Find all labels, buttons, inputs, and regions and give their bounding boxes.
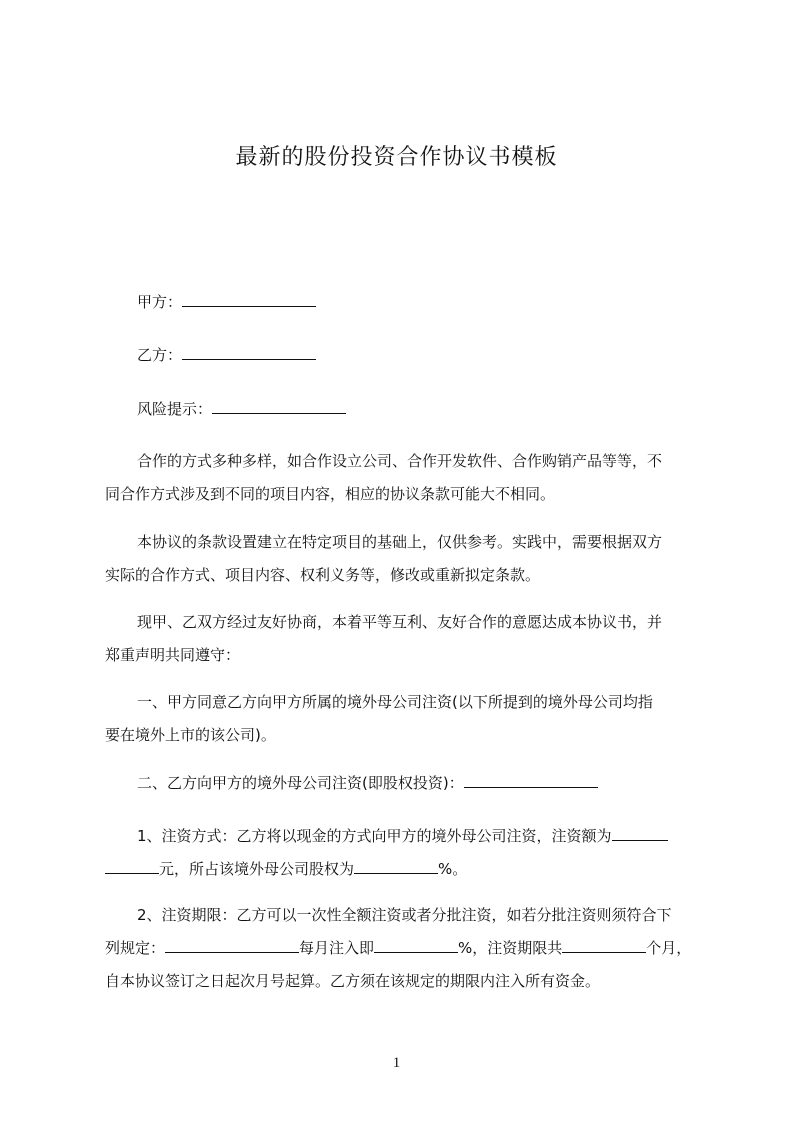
paragraph-line: 现甲、乙双方经过友好协商，本着平等互利、友好合作的意愿达成本协议书，并	[137, 613, 663, 631]
paragraph-line	[105, 853, 705, 886]
clause-one	[105, 686, 705, 752]
paragraph-line	[105, 820, 705, 853]
injection-amount-blank-1	[612, 826, 668, 841]
months-blank	[562, 938, 646, 953]
clause-two	[105, 767, 705, 800]
monthly-injection-blank	[165, 938, 299, 953]
party-b-label: 乙方：	[137, 346, 183, 364]
paragraph-line: 一、甲方同意乙方向甲方所属的境外母公司注资(以下所提到的境外母公司均指	[137, 693, 653, 711]
party-a-field	[137, 291, 316, 313]
risk-label: 风险提示：	[137, 400, 213, 418]
paragraph-line: 要在境外上市的该公司)。	[105, 726, 276, 744]
monthly-percent-blank	[374, 938, 458, 953]
paragraph-line: 自本协议签订之日起次月号起算。乙方须在该规定的期限内注入所有资金。	[105, 972, 601, 990]
paragraph-line: 合作的方式多种多样，如合作设立公司、合作开发软件、合作购销产品等等，不	[137, 452, 663, 470]
clause-two-text: 二、乙方向甲方的境外母公司注资(即股权投资)：	[137, 774, 464, 792]
paragraph-cooperation-forms	[105, 445, 705, 511]
party-a-label: 甲方：	[137, 293, 183, 311]
document-title: 最新的股份投资合作协议书模板	[235, 145, 558, 170]
paragraph-line: 本协议的条款设置建立在特定项目的基础上，仅供参考。实践中，需要根据双方	[137, 533, 663, 551]
risk-field	[137, 398, 346, 420]
period-text: %，注资期限共	[458, 939, 563, 957]
paragraph-line: 2、注资期限：乙方可以一次性全额注资或者分批注资，如若分批注资则须符合下	[137, 906, 672, 924]
injection-amount-blank-2	[105, 859, 159, 874]
page-number: 1	[392, 1055, 401, 1071]
paragraph-agreement-intro	[105, 606, 705, 672]
equity-percent-blank	[354, 859, 438, 874]
injection-method-text: 1、注资方式：乙方将以现金的方式向甲方的境外母公司注资，注资额为	[137, 827, 612, 845]
equity-investment-blank	[464, 773, 598, 788]
party-a-blank	[182, 292, 316, 307]
paragraph-reference-notice	[105, 526, 705, 592]
paragraph-line: 同合作方式涉及到不同的项目内容，相应的协议条款可能大不相同。	[105, 485, 556, 503]
clause-injection-method	[105, 820, 705, 886]
party-b-blank	[182, 345, 316, 360]
percent-sign-text: %。	[438, 860, 468, 878]
equity-share-text: 元，所占该境外母公司股权为	[159, 860, 355, 878]
party-b-field	[137, 344, 316, 366]
risk-blank	[212, 399, 346, 414]
paragraph-line: 实际的合作方式、项目内容、权利义务等，修改或重新拟定条款。	[105, 566, 541, 584]
months-text: 个月，	[646, 939, 692, 957]
paragraph-line	[105, 932, 705, 965]
monthly-text: 每月注入即	[299, 939, 375, 957]
clause-injection-period	[105, 899, 705, 998]
regulation-label: 列规定：	[105, 939, 166, 957]
paragraph-line	[105, 767, 705, 800]
paragraph-line: 郑重声明共同遵守：	[105, 646, 241, 664]
